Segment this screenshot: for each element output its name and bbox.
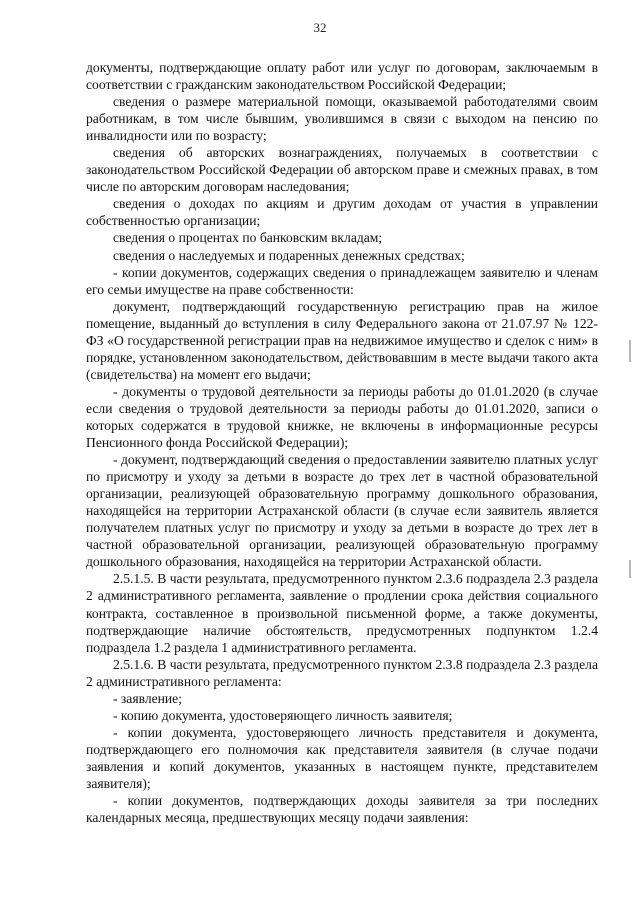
page-number: 32 bbox=[313, 20, 327, 35]
document-body bbox=[86, 59, 598, 826]
paragraph: сведения о размере материальной помощи, оказываемой работодателями своим работникам, в том числе бывшим, уволившимся в связи с выходом на пенсию по инвалидности или по возрасту; bbox=[86, 94, 598, 144]
paragraph: сведения о процентах по банковским вкладам; bbox=[113, 230, 383, 246]
paragraph: 2.5.1.5. В части результата, предусмотренного пунктом 2.3.6 подраздела 2.3 раздела 2 административного регламента, заявление о продлении срока действия социального контракта, составленное в произвольной письменной форме, а также документы, подтверждающие наличие обстоятельств, предусмотренных подпунктом 1.2.4 подраздела 1.2 раздела 1 административного регламента. bbox=[86, 571, 598, 655]
paragraph: сведения о наследуемых и подаренных денежных средствах; bbox=[113, 247, 465, 263]
paragraph: 2.5.1.6. В части результата, предусмотренного пунктом 2.3.8 подраздела 2.3 раздела 2 административного регламента: bbox=[86, 656, 598, 689]
paragraph: - документы о трудовой деятельности за периоды работы до 01.01.2020 (в случае если сведения о трудовой деятельности за периоды работы до 01.01.2020, записи о которых содержатся в трудовой книжке, не включены в информационные ресурсы Пенсионного фонда Российской Федерации); bbox=[86, 383, 598, 451]
paragraph: - копию документа, удостоверяющего личность заявителя; bbox=[113, 707, 453, 723]
paragraph: сведения о доходах по акциям и другим доходам от участия в управлении собственностью организации; bbox=[86, 196, 598, 229]
scan-artifact bbox=[629, 340, 631, 362]
scan-artifact bbox=[629, 560, 631, 578]
paragraph: - копии документа, удостоверяющего личность представителя и документа, подтверждающего его полномочия как представителя заявителя (в случае подачи заявления и копий документов, указанных в настоящем пункте, представителем заявителя); bbox=[86, 724, 598, 791]
paragraph: - заявление; bbox=[113, 690, 182, 706]
paragraph: документ, подтверждающий государственную регистрацию прав на жилое помещение, выданный до вступления в силу Федерального закона от 21.07.97 № 122-ФЗ «О государственной регистрации прав на недвижимое имущество и сделок с ним» в порядке, установленном законодательством, действовавшим в месте выдачи такого акта (свидетельства) на момент его выдачи; bbox=[86, 298, 598, 382]
paragraph: документы, подтверждающие оплату работ или услуг по договорам, заключаемым в соответствии с гражданским законодательством Российской Федерации; bbox=[86, 60, 598, 93]
paragraph: - копии документов, подтверждающих доходы заявителя за три последних календарных месяца, предшествующих месяцу подачи заявления: bbox=[86, 793, 598, 826]
paragraph: сведения об авторских вознаграждениях, получаемых в соответствии с законодательством Российской Федерации об авторском праве и смежных правах, в том числе по авторским договорам наследования; bbox=[86, 145, 598, 195]
paragraph: - документ, подтверждающий сведения о предоставлении заявителю платных услуг по присмотру и уходу за детьми в возрасте до трех лет в частной образовательной организации, реализующей образовательную программу дошкольного образования, находящейся на территории Астраханской области (в случае если заявитель является получателем платных услуг по присмотру и уходу за детьми в возрасте до трех лет в частной образовательной организации, реализующей образовательную программу дошкольного образования, находящейся на территории Астраханской области. bbox=[86, 452, 598, 570]
paragraph: - копии документов, содержащих сведения о принадлежащем заявителю и членам его семьи имуществе на праве собственности: bbox=[86, 264, 598, 297]
